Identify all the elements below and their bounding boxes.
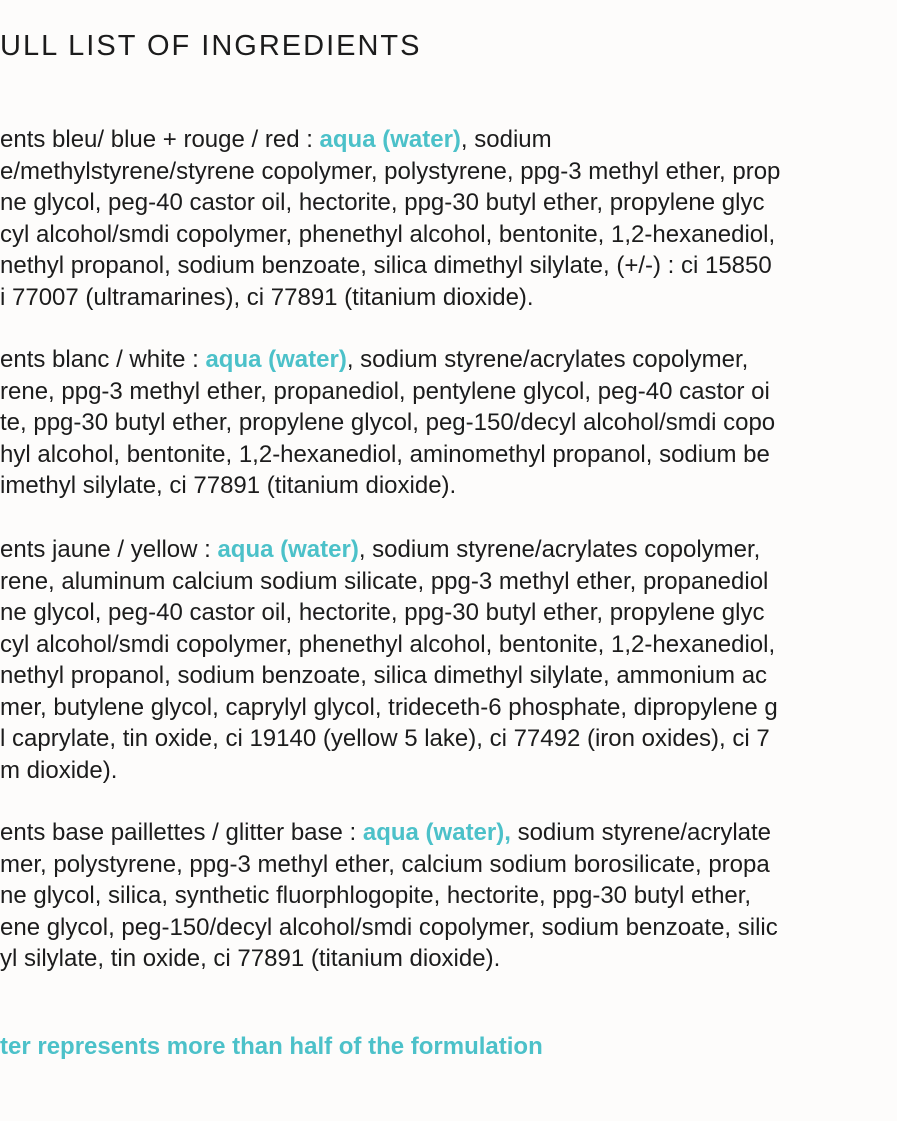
ingredient-line: l caprylate, tin oxide, ci 19140 (yellow 5 lake), ci 77492 (iron oxides), ci 7 [0,725,770,752]
ingredient-line: m dioxide). [0,756,118,784]
aqua-highlight: aqua (water) [217,536,359,563]
ingredient-line: ents base paillettes / glitter base : aqua (water), sodium styrene/acrylate [0,819,772,846]
ingredient-line: mer, polystyrene, ppg-3 methyl ether, calcium sodium borosilicate, propa [0,850,770,878]
ingredient-line: ents blanc / white : aqua (water), sodium styrene/acrylates copolymer, [0,346,749,373]
aqua-highlight: aqua (water) [319,126,461,153]
aqua-highlight: aqua (water) [205,346,347,373]
ingredient-line: cyl alcohol/smdi copolymer, phenethyl alcohol, bentonite, 1,2-hexanediol, [0,220,776,248]
ingredients-section-glitter-base [0,817,778,975]
ingredient-line: hyl alcohol, bentonite, 1,2-hexanediol, aminomethyl propanol, sodium be [0,440,770,468]
ingredient-line: ents bleu/ blue + rouge / red : aqua (water), sodium [0,126,552,153]
aqua-highlight: aqua (water), [362,819,511,846]
ingredient-line: imethyl silylate, ci 77891 (titanium dioxide). [0,472,457,499]
ingredients-section-white [0,344,775,502]
ingredient-line: mer, butylene glycol, caprylyl glycol, trideceth-6 phosphate, dipropylene g [0,693,778,721]
page-title: ULL LIST OF INGREDIENTS [0,30,422,62]
ingredients-section-blue-red [0,124,780,313]
ingredient-line: rene, ppg-3 methyl ether, propanediol, pentylene glycol, peg-40 castor oi [0,377,770,405]
ingredients-section-yellow [0,534,778,786]
ingredient-line: ene glycol, peg-150/decyl alcohol/smdi copolymer, sodium benzoate, silic [0,913,778,941]
ingredient-line: ents jaune / yellow : aqua (water), sodium styrene/acrylates copolymer, [0,536,761,563]
ingredient-line: ne glycol, peg-40 castor oil, hectorite, ppg-30 butyl ether, propylene glyc [0,599,765,626]
ingredient-line: nethyl propanol, sodium benzoate, silica dimethyl silylate, ammonium ac [0,662,768,689]
ingredient-line: cyl alcohol/smdi copolymer, phenethyl alcohol, bentonite, 1,2-hexanediol, [0,630,776,658]
ingredient-line: yl silylate, tin oxide, ci 77891 (titanium dioxide). [0,945,501,972]
ingredient-line: ne glycol, silica, synthetic fluorphlogopite, hectorite, ppg-30 butyl ether, [0,882,752,909]
ingredient-line: ne glycol, peg-40 castor oil, hectorite, ppg-30 butyl ether, propylene glyc [0,189,765,216]
water-footnote: ter represents more than half of the formulation [0,1033,543,1060]
ingredient-line: i 77007 (ultramarines), ci 77891 (titanium dioxide). [0,283,534,311]
ingredient-line: rene, aluminum calcium sodium silicate, ppg-3 methyl ether, propanediol [0,567,769,595]
ingredient-line: te, ppg-30 butyl ether, propylene glycol, peg-150/decyl alcohol/smdi copo [0,409,776,436]
ingredient-line: e/methylstyrene/styrene copolymer, polystyrene, ppg-3 methyl ether, prop [0,157,781,185]
ingredient-line: nethyl propanol, sodium benzoate, silica dimethyl silylate, (+/-) : ci 15850 [0,252,772,279]
